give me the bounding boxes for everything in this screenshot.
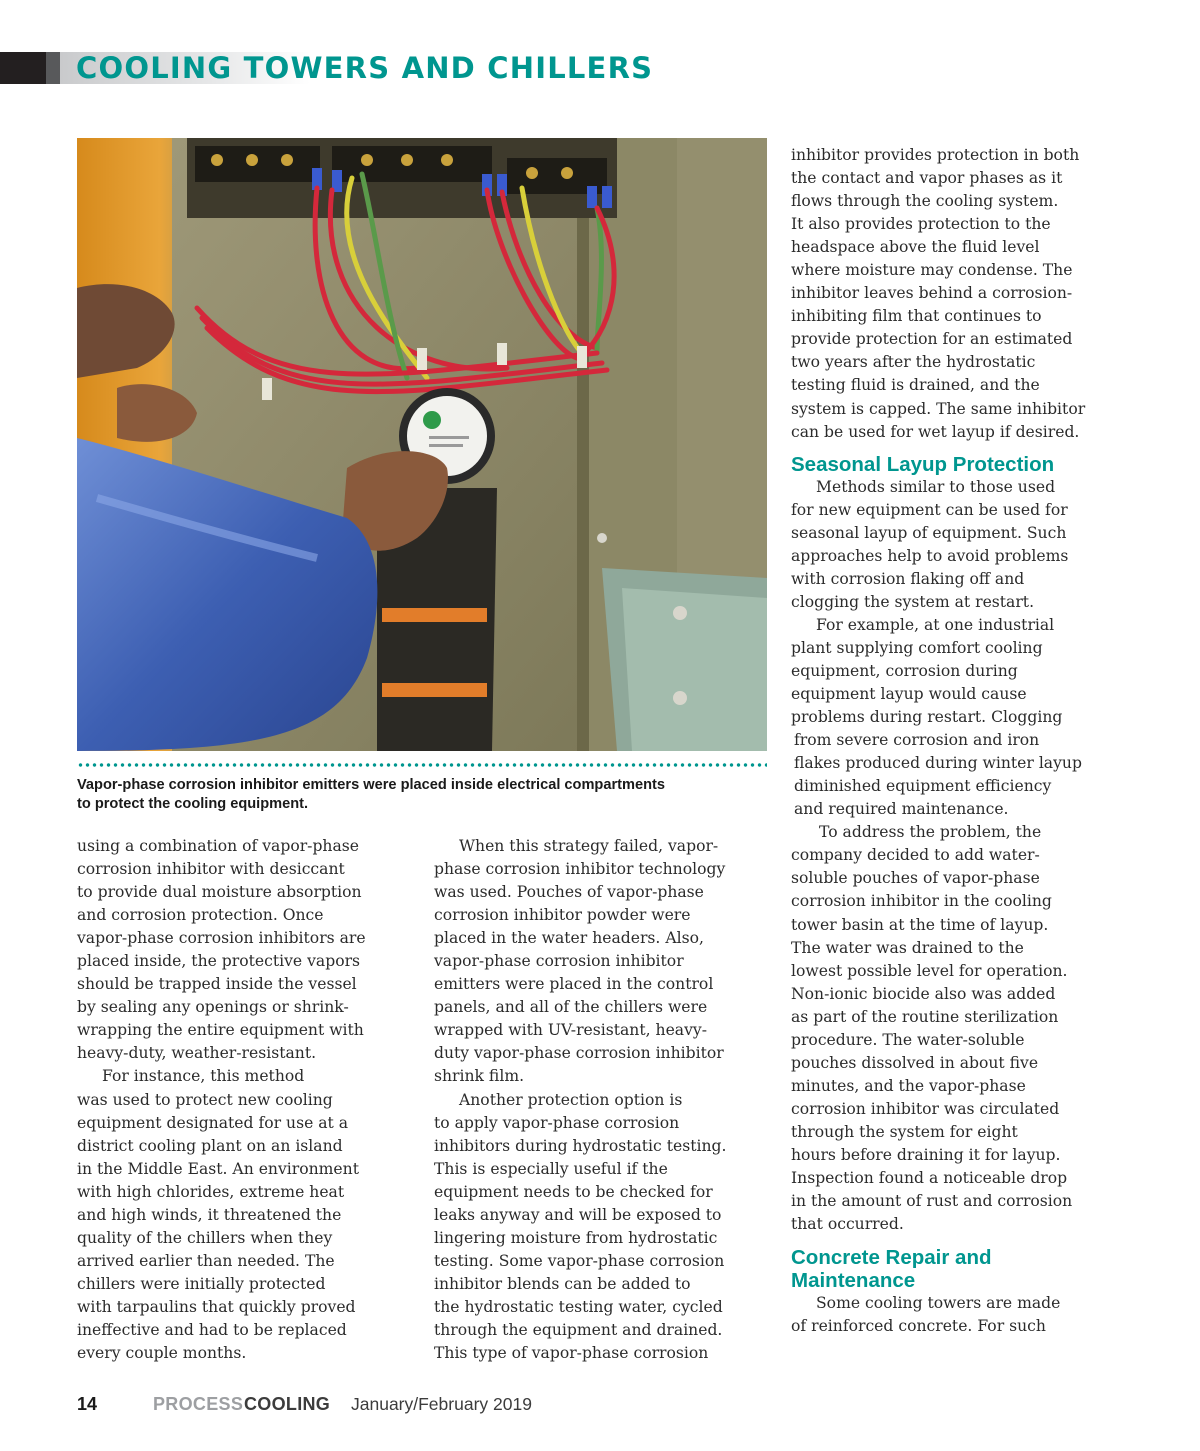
header-bar-dark	[0, 52, 46, 84]
text-line: wrapped with UV-resistant, heavy-	[434, 1021, 707, 1040]
text-line: duty vapor-phase corrosion inhibitor	[434, 1044, 724, 1063]
text-line: company decided to add water-	[791, 846, 1040, 865]
text-line: tower basin at the time of layup.	[791, 915, 1049, 934]
text-line: leaks anyway and will be exposed to	[434, 1205, 722, 1224]
text-line: was used. Pouches of vapor-phase	[434, 883, 704, 902]
text-line: equipment layup would cause	[791, 685, 1027, 704]
caption-line: Vapor-phase corrosion inhibitor emitters were placed inside electrical compartments	[77, 777, 665, 793]
text-line: pouches dissolved in about five	[791, 1053, 1039, 1072]
text-line: with tarpaulins that quickly proved	[77, 1297, 356, 1316]
text-line: testing. Some vapor-phase corrosion	[434, 1251, 725, 1270]
text-line: To address the problem, the	[819, 823, 1042, 842]
text-line: lingering moisture from hydrostatic	[434, 1228, 718, 1247]
text-line: district cooling plant on an island	[77, 1136, 343, 1155]
text-line: flakes produced during winter layup	[794, 754, 1082, 773]
text-line: equipment, corrosion during	[791, 661, 1018, 680]
text-line: that occurred.	[791, 1215, 904, 1234]
text-line: phase corrosion inhibitor technology	[434, 860, 726, 879]
text-line: vapor-phase corrosion inhibitors are	[77, 929, 366, 948]
text-line: and corrosion protection. Once	[77, 906, 324, 925]
text-line: in the Middle East. An environment	[77, 1159, 359, 1178]
text-line: soluble pouches of vapor-phase	[791, 869, 1040, 888]
text-line: inhibitor blends can be added to	[434, 1274, 691, 1293]
text-line: for new equipment can be used for	[791, 500, 1068, 519]
text-line: inhibitor leaves behind a corrosion-	[791, 284, 1073, 303]
text-line: When this strategy failed, vapor-	[459, 837, 719, 855]
text-line: problems during restart. Clogging	[791, 708, 1063, 727]
text-line: For instance, this method	[102, 1067, 305, 1086]
text-line: seasonal layup of equipment. Such	[791, 523, 1067, 542]
page-number: 14	[77, 1394, 98, 1414]
text-line: provide protection for an estimated	[791, 330, 1073, 349]
text-line: arrived earlier than needed. The	[77, 1251, 335, 1270]
section-title: COOLING TOWERS AND CHILLERS	[76, 51, 654, 85]
subhead-concrete-repair: Concrete Repair and	[791, 1246, 992, 1270]
photo-electrical-panel-icon	[77, 138, 767, 751]
body-column-3	[791, 144, 1085, 1338]
text-line: For example, at one industrial	[816, 615, 1055, 634]
text-line: headspace above the fluid level	[791, 238, 1040, 257]
caption-line: to protect the cooling equipment.	[77, 796, 309, 812]
text-line: hours before draining it for layup.	[791, 1145, 1061, 1164]
subhead-concrete-repair-line2: Maintenance	[791, 1269, 916, 1293]
text-line: should be trapped inside the vessel	[77, 975, 357, 994]
text-line: This type of vapor-phase corrosion	[434, 1344, 709, 1363]
text-line: It also provides protection to the	[791, 215, 1051, 234]
text-line: heavy-duty, weather-resistant.	[77, 1044, 317, 1063]
text-line: quality of the chillers when they	[77, 1228, 333, 1247]
text-line: clogging the system at restart.	[791, 592, 1035, 611]
text-line: vapor-phase corrosion inhibitor	[434, 952, 684, 971]
text-line: procedure. The water-soluble	[791, 1030, 1025, 1049]
text-line: equipment designated for use at a	[77, 1113, 349, 1132]
text-line: approaches help to avoid problems	[791, 546, 1069, 565]
text-line: can be used for wet layup if desired.	[791, 422, 1080, 441]
header-bar-mid	[46, 52, 60, 84]
text-line: wrapping the entire equipment with	[77, 1021, 364, 1040]
text-line: and required maintenance.	[794, 800, 1009, 819]
text-line: shrink film.	[434, 1067, 525, 1086]
text-line: This is especially useful if the	[434, 1159, 668, 1178]
text-line: Another protection option is	[459, 1090, 683, 1109]
text-line: every couple months.	[77, 1344, 247, 1363]
text-line: Non-ionic biocide also was added	[791, 984, 1056, 1003]
magazine-brand-process: PROCESS	[153, 1394, 244, 1414]
issue-date: January/February 2019	[351, 1394, 532, 1414]
text-line: inhibiting film that continues to	[791, 307, 1042, 326]
subhead-seasonal-layup: Seasonal Layup Protection	[791, 452, 1055, 476]
article-photo	[77, 138, 767, 751]
text-line: panels, and all of the chillers were	[434, 998, 708, 1017]
text-line: Inspection found a noticeable drop	[791, 1169, 1068, 1188]
text-line: chillers were initially protected	[77, 1274, 326, 1293]
text-line: The water was drained to the	[791, 938, 1024, 957]
text-line: inhibitor provides protection in both	[791, 146, 1080, 164]
text-line: corrosion inhibitor was circulated	[791, 1099, 1060, 1118]
text-line: from severe corrosion and iron	[794, 731, 1040, 750]
text-line: of reinforced concrete. For such	[791, 1317, 1046, 1336]
text-line: to provide dual moisture absorption	[77, 883, 362, 902]
text-line: and high winds, it threatened the	[77, 1205, 342, 1224]
text-line: inhibitors during hydrostatic testing.	[434, 1136, 727, 1155]
body-column-2	[434, 835, 726, 1365]
text-line: testing fluid is drained, and the	[791, 376, 1040, 395]
text-line: using a combination of vapor-phase	[77, 837, 359, 855]
caption-divider	[77, 762, 767, 768]
text-line: flows through the cooling system.	[791, 192, 1059, 211]
text-line: equipment needs to be checked for	[434, 1182, 713, 1201]
text-line: with high chlorides, extreme heat	[77, 1182, 345, 1201]
text-line: the hydrostatic testing water, cycled	[434, 1297, 723, 1316]
text-line: corrosion inhibitor powder were	[434, 906, 691, 925]
text-line: corrosion inhibitor in the cooling	[791, 892, 1052, 911]
text-line: Methods similar to those used	[816, 477, 1056, 496]
body-column-1	[77, 835, 366, 1365]
text-line: through the equipment and drained.	[434, 1320, 723, 1339]
text-line: placed inside, the protective vapors	[77, 952, 361, 971]
text-line: system is capped. The same inhibitor	[791, 399, 1086, 418]
text-line: placed in the water headers. Also,	[434, 929, 704, 948]
text-line: Some cooling towers are made	[816, 1294, 1061, 1313]
text-line: with corrosion flaking off and	[791, 569, 1025, 588]
text-line: through the system for eight	[791, 1122, 1018, 1141]
text-line: two years after the hydrostatic	[791, 353, 1036, 372]
text-line: diminished equipment efficiency	[794, 777, 1052, 796]
text-line: in the amount of rust and corrosion	[791, 1192, 1073, 1211]
text-line: emitters were placed in the control	[434, 975, 714, 994]
text-line: as part of the routine sterilization	[791, 1007, 1059, 1026]
text-line: minutes, and the vapor-phase	[791, 1076, 1026, 1095]
text-line: where moisture may condense. The	[791, 261, 1073, 280]
text-line: by sealing any openings or shrink-	[77, 998, 349, 1017]
text-line: lowest possible level for operation.	[791, 961, 1068, 980]
text-line: was used to protect new cooling	[77, 1090, 333, 1109]
text-line: the contact and vapor phases as it	[791, 169, 1063, 188]
text-line: plant supplying comfort cooling	[791, 638, 1043, 657]
text-line: to apply vapor-phase corrosion	[434, 1113, 680, 1132]
magazine-brand-cooling: COOLING	[244, 1394, 331, 1414]
text-line: ineffective and had to be replaced	[77, 1320, 347, 1339]
text-line: corrosion inhibitor with desiccant	[77, 860, 345, 879]
figure-caption	[77, 776, 767, 814]
